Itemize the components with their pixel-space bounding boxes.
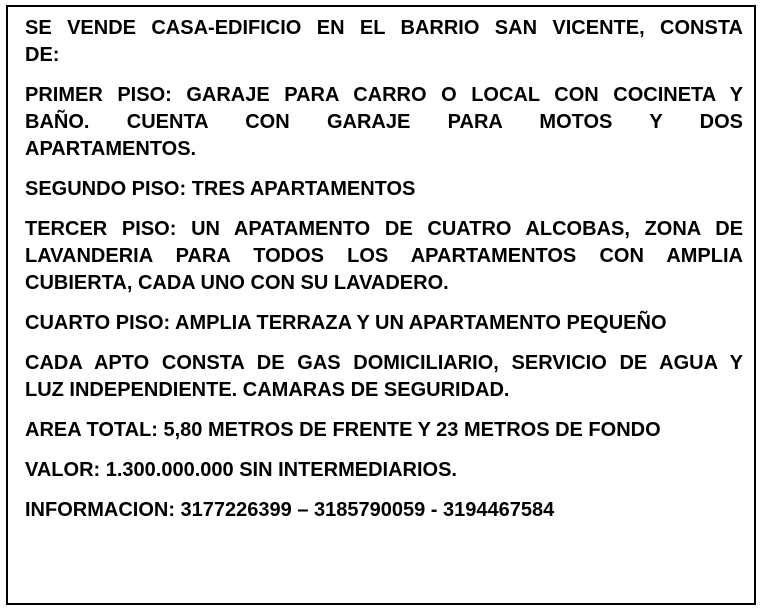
servicios-paragraph xyxy=(25,350,743,404)
informacion-paragraph xyxy=(25,497,743,524)
area-line: AREA TOTAL: 5,80 METROS DE FRENTE Y 23 METROS DE FONDO xyxy=(25,419,661,441)
tercer-piso-line-2: LAVANDERIA PARA TODOS LOS APARTAMENTOS CON AMPLIA xyxy=(25,245,743,267)
servicios-line-2: LUZ INDEPENDIENTE. CAMARAS DE SEGURIDAD. xyxy=(25,379,510,401)
intro-line-2: DE: xyxy=(25,44,60,66)
area-paragraph xyxy=(25,417,743,444)
valor-paragraph xyxy=(25,457,743,484)
informacion-line: INFORMACION: 3177226399 – 3185790059 - 3194467584 xyxy=(25,499,555,521)
segundo-piso-line: SEGUNDO PISO: TRES APARTAMENTOS xyxy=(25,178,416,200)
segundo-piso-paragraph xyxy=(25,176,743,203)
ad-content xyxy=(25,15,743,537)
primer-piso-paragraph xyxy=(25,82,743,163)
intro-line-1: SE VENDE CASA-EDIFICIO EN EL BARRIO SAN VICENTE, CONSTA xyxy=(25,17,743,39)
cuarto-piso-paragraph xyxy=(25,310,743,337)
ad-frame xyxy=(6,5,756,605)
primer-piso-line-2: BAÑO. CUENTA CON GARAJE PARA MOTOS Y DOS xyxy=(25,111,743,133)
tercer-piso-line-1: TERCER PISO: UN APATAMENTO DE CUATRO ALCOBAS, ZONA DE xyxy=(25,218,743,240)
primer-piso-line-1: PRIMER PISO: GARAJE PARA CARRO O LOCAL CON COCINETA Y xyxy=(25,84,743,106)
valor-line: VALOR: 1.300.000.000 SIN INTERMEDIARIOS. xyxy=(25,459,457,481)
cuarto-piso-line: CUARTO PISO: AMPLIA TERRAZA Y UN APARTAMENTO PEQUEÑO xyxy=(25,312,667,334)
tercer-piso-paragraph xyxy=(25,216,743,297)
intro-paragraph xyxy=(25,15,743,69)
servicios-line-1: CADA APTO CONSTA DE GAS DOMICILIARIO, SERVICIO DE AGUA Y xyxy=(25,352,743,374)
tercer-piso-line-3: CUBIERTA, CADA UNO CON SU LAVADERO. xyxy=(25,272,449,294)
primer-piso-line-3: APARTAMENTOS. xyxy=(25,138,197,160)
